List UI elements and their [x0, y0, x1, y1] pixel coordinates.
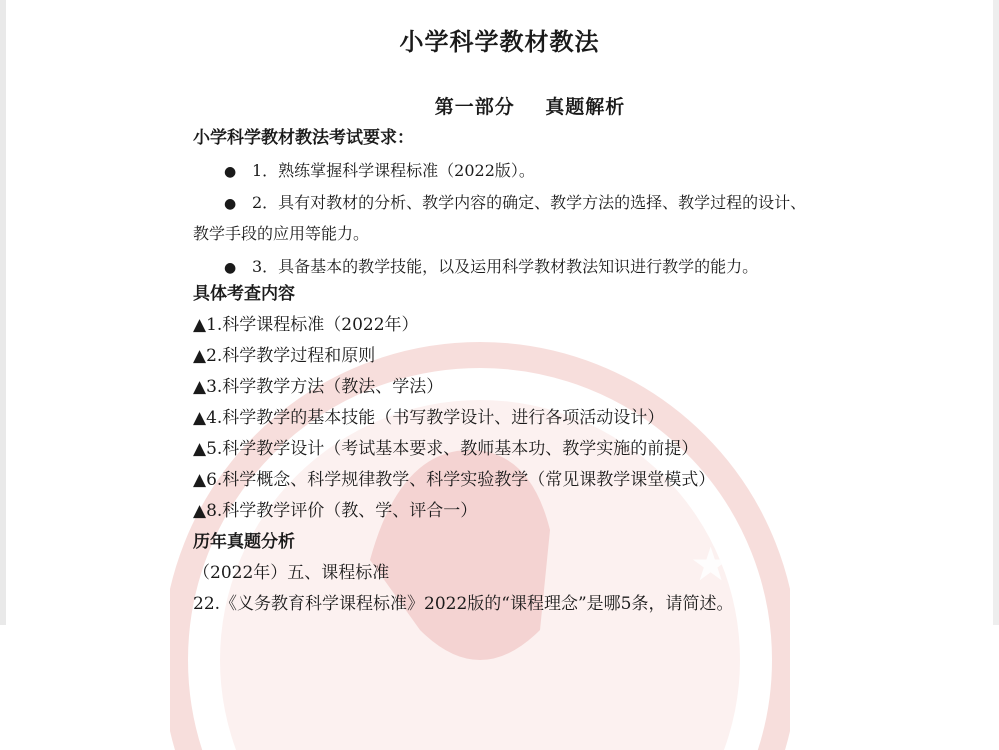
- bullet-icon: ●: [224, 196, 237, 212]
- analysis-source: （2022年）五、课程标准: [193, 563, 390, 583]
- part-title: 第一部分 真题解析: [434, 96, 626, 118]
- requirement-item: [224, 190, 806, 213]
- requirement-item: [224, 254, 758, 277]
- requirement-continuation: 教学手段的应用等能力。: [193, 224, 370, 243]
- bullet-icon: ●: [224, 164, 237, 180]
- watermark-star-icon: ★: [690, 537, 732, 591]
- content-item: ▲8.科学教学评价（教、学、评合一）: [193, 501, 478, 521]
- content-item: ▲1.科学课程标准（2022年）: [193, 315, 419, 335]
- document-title: 小学科学教材教法: [399, 27, 600, 56]
- requirement-text: 2．具有对教材的分析、教学内容的确定、教学方法的选择、教学过程的设计、: [252, 193, 807, 212]
- requirements-heading: 小学科学教材教法考试要求：: [193, 128, 414, 148]
- content-heading: 具体考查内容: [193, 284, 295, 304]
- requirement-text: 1．熟练掌握科学课程标准（2022版）。: [252, 161, 535, 180]
- content-item: ▲2.科学教学过程和原则: [193, 346, 376, 366]
- question-text: 22.《义务教育科学课程标准》2022版的“课程理念”是哪5条，请简述。: [193, 594, 734, 614]
- requirement-item: [224, 158, 535, 181]
- content-item: ▲5.科学教学设计（考试基本要求、教师基本功、教学实施的前提）: [193, 439, 699, 459]
- content-item: ▲6.科学概念、科学规律教学、科学实验教学（常见课教学课堂模式）: [193, 470, 716, 490]
- bullet-icon: ●: [224, 260, 237, 276]
- requirement-text: 3．具备基本的教学技能，以及运用科学教材教法知识进行教学的能力。: [252, 257, 759, 276]
- content-item: ▲3.科学教学方法（教法、学法）: [193, 377, 444, 397]
- analysis-heading: 历年真题分析: [193, 532, 295, 552]
- content-item: ▲4.科学教学的基本技能（书写教学设计、进行各项活动设计）: [193, 408, 665, 428]
